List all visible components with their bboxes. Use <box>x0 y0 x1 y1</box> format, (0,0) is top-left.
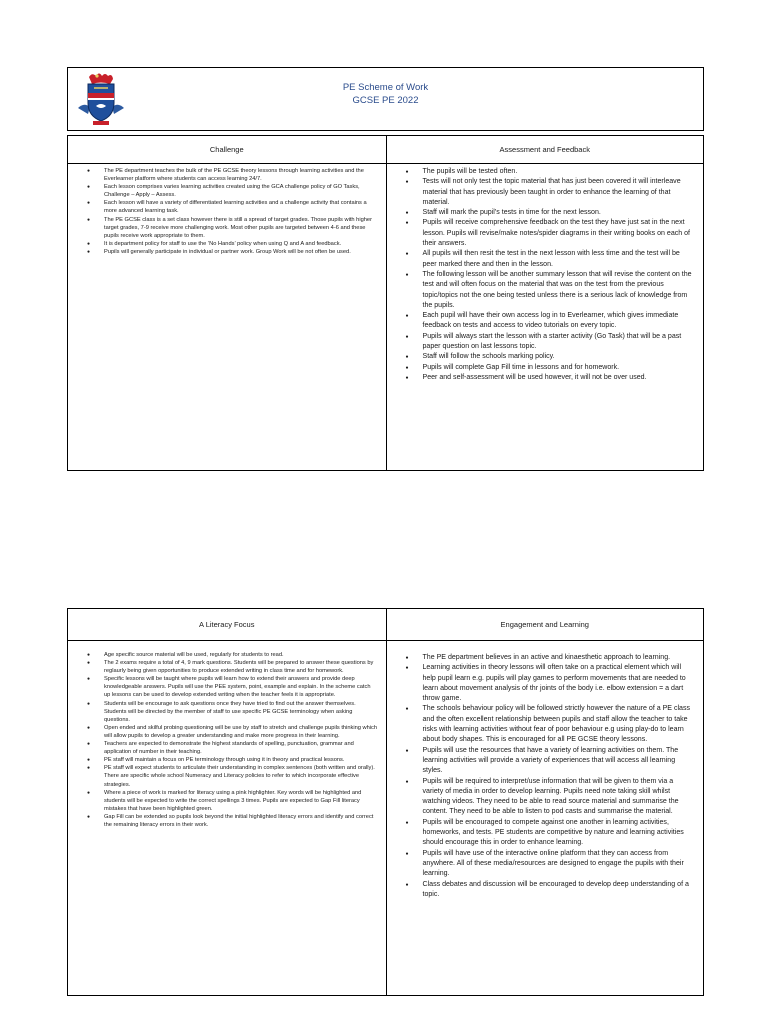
list-item: ● Each pupil will have their own access log in to Everlearner, which gives immediate feedback on tests and access to video tutorials on every topic. <box>423 311 696 332</box>
document-subtitle: GCSE PE 2022 <box>352 95 419 106</box>
list-item: ● Pupils will be required to interpret/use information that will be given to them via a variety of media in order to develop learning. Pupils need note taking skill whilst watching videos. They need to be able to read source material and summarise the content. They need to be able to listen to pod casts and summarise the material. <box>423 777 696 818</box>
list-item: ● PE staff will maintain a focus on PE terminology through using it in theory and practical lessons. <box>104 756 378 764</box>
list-item: ● Learning activities in theory lessons will often take on a practical element which will help pupil learn e.g. pupils will play games to perform movements that are needed to learn about movement analysis of thr joints of the body i.e. elbow extension = a dart throw game. <box>423 663 696 704</box>
list-item: ● Staff will mark the pupil’s tests in time for the next lesson. <box>423 208 696 218</box>
list-item: ● Pupils will receive comprehensive feedback on the test they have just sat in the next lesson. Pupils will revise/make notes/spider diagrams in their writing books on each of their answers. <box>423 218 696 249</box>
list-item: ● Pupils will use the resources that have a variety of learning activities on them. The learning activities will provide a variety of experiences that will access all learning styles. <box>423 746 696 777</box>
engagement-heading: Engagement and Learning <box>387 609 704 641</box>
literacy-list <box>68 641 386 829</box>
list-item: ● Teachers are expected to demonstrate the highest standards of spelling, punctuation, grammar and application of number in their teaching. <box>104 740 378 756</box>
document-title: PE Scheme of Work <box>342 82 429 93</box>
list-item: ● The PE GCSE class is a set class however there is still a spread of target grades. Those pupils with higher target grades, 7-9 receive more challenging work. Most other pupils are targeted between 4-6 and these pupils receive work appropriate to them. <box>104 216 378 240</box>
list-item: ● Gap Fill can be extended so pupils look beyond the initial highlighted literacy errors and identify and correct the remaining literacy errors in their work. <box>104 813 378 829</box>
literacy-heading: A Literacy Focus <box>68 609 386 641</box>
title-block <box>68 81 703 107</box>
list-item: ● The PE department teaches the bulk of the PE GCSE theory lessons through learning activities and the Everlearner platform where students can access learning 24/7. <box>104 167 378 183</box>
list-item: ● Age specific source material will be used, regularly for students to read. <box>104 651 378 659</box>
list-item: ● The schools behaviour policy will be followed strictly however the nature of a PE class and the often excellent relationship between pupils and staff allow the teacher to take risks with learning activities without fear of poor behaviour e.g using play-do to learn about body shapes. This is encouraged for all PE GCSE theory lessons. <box>423 704 696 745</box>
list-item: ● PE staff will expect students to articulate their understanding in complex sentences (both written and orally). There are specific whole school Numeracy and Literacy policies to refer to which incorporate effective strategies. <box>104 764 378 788</box>
literacy-column <box>68 609 386 995</box>
list-item: ● Pupils will have use of the interactive online platform that they can access from anywhere. All of these media/resources are designed to engage the pupils with their learning. <box>423 849 696 880</box>
list-item: ● Pupils will always start the lesson with a starter activity (Go Task) that will be a past paper question on last lessons topic. <box>423 332 696 353</box>
assessment-heading: Assessment and Feedback <box>387 136 704 164</box>
list-item: ● Each lesson will have a variety of differentiated learning activities and a challenge activity that contains a more advanced learning task. <box>104 199 378 215</box>
list-item: ● Peer and self-assessment will be used however, it will not be over used. <box>423 373 696 383</box>
list-item: ● Staff will follow the schools marking policy. <box>423 352 696 362</box>
assessment-column <box>386 136 704 470</box>
list-item: ● All pupils will then resit the test in the next lesson with less time and the test will be peer marked there and then in the lesson. <box>423 249 696 270</box>
list-item: ● It is department policy for staff to use the ‘No Hands’ policy when using Q and A and feedback. <box>104 240 378 248</box>
engagement-list <box>387 641 704 900</box>
list-item: ● The 2 exams require a total of 4, 9 mark questions. Students will be prepared to answer these questions by reglaurly being given opportunities to produce extended writing in class time and for homework. <box>104 659 378 675</box>
assessment-list <box>387 164 704 383</box>
list-item: ● Tests will not only test the topic material that has just been covered it will interleave material that has previously been taught in order to enhance the learning of that material. <box>423 177 696 208</box>
challenge-list <box>68 164 386 256</box>
challenge-heading: Challenge <box>68 136 386 164</box>
challenge-column <box>68 136 386 470</box>
list-item: ● Students will be encourage to ask questions once they have tried to find out the answer themselves. Students will be directed by the member of staff to use specific PE GCSE terminology when asking questions. <box>104 700 378 724</box>
list-item: ● Class debates and discussion will be encouraged to develop deep understanding of a topic. <box>423 880 696 901</box>
list-item: ● Each lesson comprises varies learning activities created using the GCA challenge policy of GO Tasks, Challenge – Apply – Assess. <box>104 183 378 199</box>
list-item: ● Pupils will generally participate in individual or partner work. Group Work will be not often be used. <box>104 248 378 256</box>
section-literacy-engagement <box>67 608 704 996</box>
list-item: ● Pupils will be encouraged to compete against one another in learning activities, homeworks, and tests. PE students are competitive by nature and learning activities should encourage this in order to enhance learning. <box>423 818 696 849</box>
list-item: ● Open ended and skilful probing questioning will be use by staff to stretch and challenge pupils thinking which will allow pupils to develop a greater understanding and make more progress in their learning. <box>104 724 378 740</box>
list-item: ● The following lesson will be another summary lesson that will revise the content on the test and will often focus on the material that was on the test from the previous topic/topics not the one being tested unless there is a serious lack of knowledge from the pupils. <box>423 270 696 311</box>
list-item: ● The pupils will be tested often. <box>423 167 696 177</box>
section-challenge-assessment <box>67 135 704 471</box>
list-item: ● Pupils will complete Gap Fill time in lessons and for homework. <box>423 363 696 373</box>
document-header <box>67 67 704 131</box>
list-item: ● The PE department believes in an active and kinaesthetic approach to learning. <box>423 653 696 663</box>
list-item: ● Specific lessons will be taught where pupils will learn how to extend their answers and provide deep knowledgeable answers. Pupils will use the PEE system, point, example and explain. In the scheme catch up lessons can be used to develop extended writing when the teacher feels it is appropriate. <box>104 675 378 699</box>
list-item: ● Where a piece of work is marked for literacy using a pink highlighter. Key words will be highlighted and students will be expected to write the correct spellings 3 times. Pupils are expected to Gap Fill literacy mistakes that have been highlighted green. <box>104 789 378 813</box>
engagement-column <box>386 609 704 995</box>
